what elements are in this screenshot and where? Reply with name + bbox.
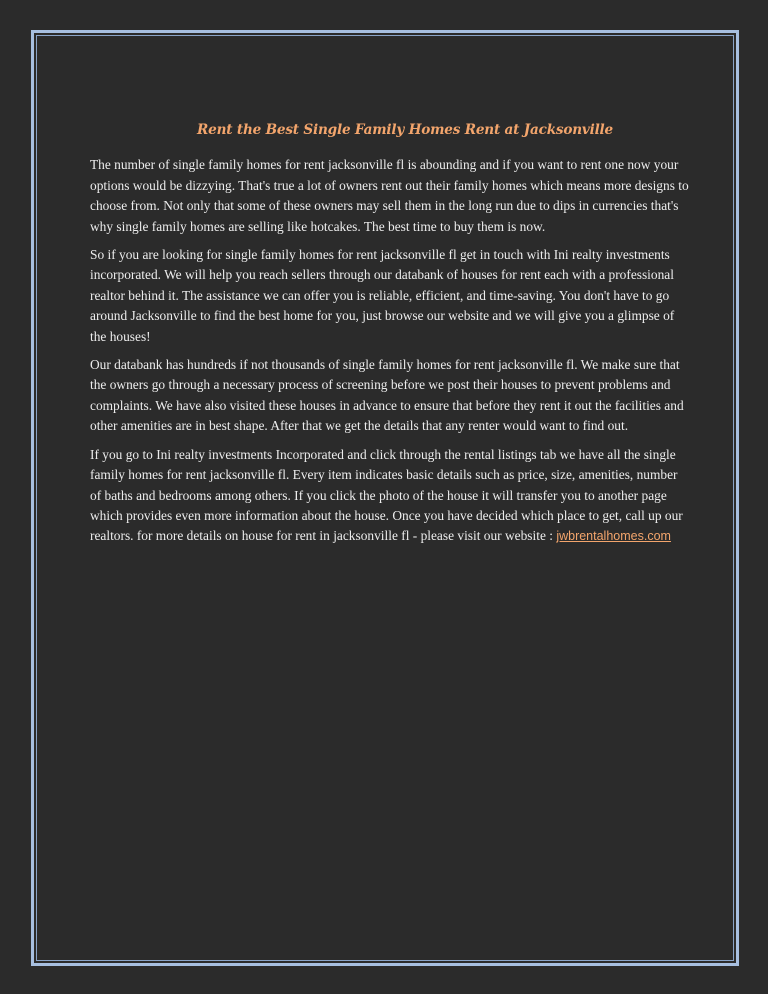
paragraph-1: The number of single family homes for rent jacksonville fl is abounding and if you want to rent one now your options would be dizzying. That's true a lot of owners rent out their family homes which means more designs to choose from. Not only that some of these owners may sell them in the long run due to dips in currencies that's why single family homes are selling like hotcakes. The best time to buy them is now.	[90, 157, 689, 234]
paragraph-2: So if you are looking for single family homes for rent jacksonville fl get in touch with Ini realty investments incorporated. We will help you reach sellers through our databank of houses for rent each with a professional realtor behind it. The assistance we can offer you is reliable, efficient, and time-saving. You don't have to go around Jacksonville to find the best home for you, just browse our website and we will give you a glimpse of the houses!	[90, 247, 675, 344]
paragraph-4-text: If you go to Ini realty investments Incorporated and click through the rental listings tab we have all the single family homes for rent jacksonville fl. Every item indicates basic details such as price, size, amenities, number of baths and bedrooms among others. If you click the photo of the house it will transfer you to another page which provides even more information about the house. Once you have decided which place to get, call up our realtors. for more details on house for rent in jacksonville fl - please visit our website :	[90, 446, 683, 544]
website-link[interactable]: jwbrentalhomes.com	[556, 529, 671, 544]
paragraph-4	[90, 445, 690, 547]
paragraph-3: Our databank has hundreds if not thousands of single family homes for rent jacksonville fl. We make sure that the owners go through a necessary process of screening before we post their houses to prevent problems and complaints. We have also visited these houses in advance to ensure that before they rent it out the facilities and other amenities are in best shape. After that we get the details that any renter would want to find out.	[90, 357, 684, 434]
document-body	[90, 120, 690, 555]
document-title: Rent the Best Single Family Homes Rent at Jacksonville	[197, 122, 613, 138]
